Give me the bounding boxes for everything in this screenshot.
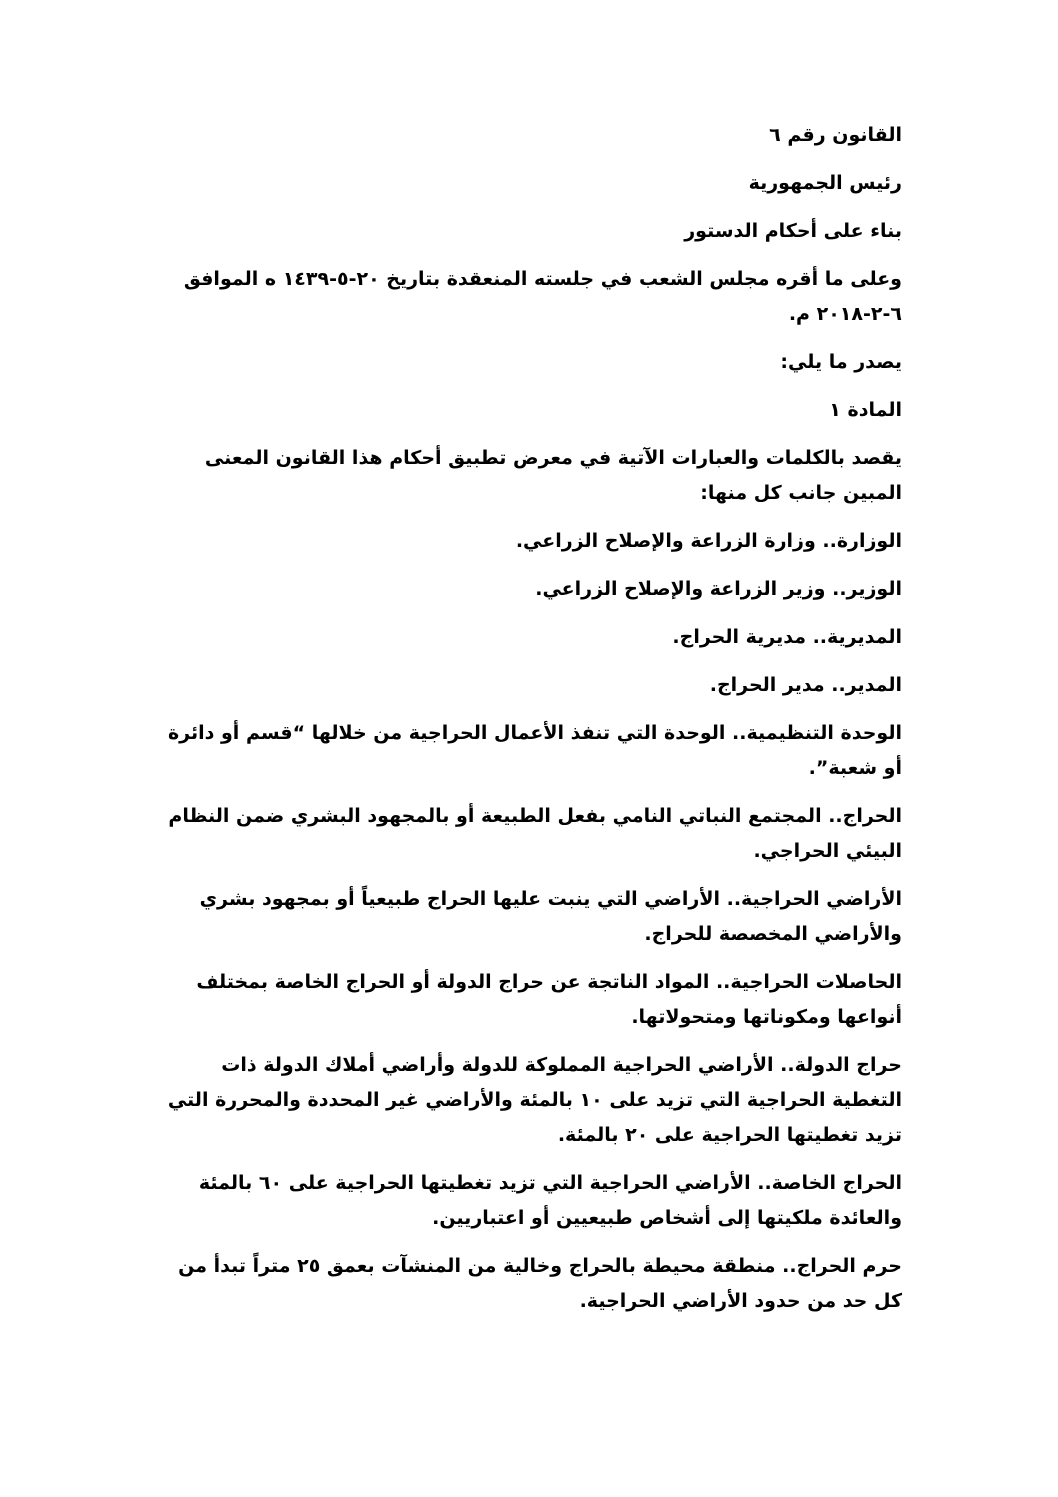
definition-directorate: المديرية.. مديرية الحراج. xyxy=(672,626,902,648)
definition-forest-products: الحاصلات الحراجية.. المواد الناتجة عن حراج الدولة أو الحراج الخاصة بمختلف أنواعها ومكوناتها ومتحولاتها. xyxy=(196,971,902,1028)
law-title: القانون رقم ٦ xyxy=(769,124,902,146)
definition-forest: الحراج.. المجتمع النباتي النامي بفعل الطبيعة أو بالمجهود البشري ضمن النظام البيئي الحراجي. xyxy=(168,805,902,862)
definition-ministry: الوزارة.. وزارة الزراعة والإصلاح الزراعي. xyxy=(515,530,902,552)
issues-line: يصدر ما يلي: xyxy=(780,351,902,373)
basis-line: بناء على أحكام الدستور xyxy=(684,220,902,242)
definitions-intro: يقصد بالكلمات والعبارات الآتية في معرض تطبيق أحكام هذا القانون المعنى المبين جانب كل منها: xyxy=(204,447,902,504)
definition-director: المدير.. مدير الحراج. xyxy=(709,674,902,696)
definition-organizational-unit: الوحدة التنظيمية.. الوحدة التي تنفذ الأعمال الحراجية من خلالها “قسم أو دائرة أو شعبة”. xyxy=(167,722,902,779)
definition-minister: الوزير.. وزير الزراعة والإصلاح الزراعي. xyxy=(535,578,902,600)
definition-forest-lands: الأراضي الحراجية.. الأراضي التي ينبت عليها الحراج طبيعياً أو بمجهود بشري والأراضي المخصصة للحراج. xyxy=(199,888,902,945)
article-title: المادة ١ xyxy=(829,399,902,421)
document-page xyxy=(150,118,902,1332)
definition-private-forests: الحراج الخاصة.. الأراضي الحراجية التي تزيد تغطيتها الحراجية على ٦٠ بالمئة والعائدة ملكيتها إلى أشخاص طبيعيين أو اعتباريين. xyxy=(198,1172,902,1229)
definition-forest-buffer: حرم الحراج.. منطقة محيطة بالحراج وخالية من المنشآت بعمق ٢٥ متراً تبدأ من كل حد من حدود الأراضي الحراجية. xyxy=(178,1255,902,1312)
president-line: رئيس الجمهورية xyxy=(748,172,902,194)
definition-state-forests: حراج الدولة.. الأراضي الحراجية المملوكة للدولة وأراضي أملاك الدولة ذات التغطية الحراجية التي تزيد على ١٠ بالمئة والأراضي غير المحددة والمحررة التي تزيد تغطيتها الحراجية على ٢٠ بالمئة. xyxy=(167,1054,902,1146)
approval-paragraph: وعلى ما أقره مجلس الشعب في جلسته المنعقدة بتاريخ ٢٠-٥-١٤٣٩ ه الموافق ٦-٢-٢٠١٨ م. xyxy=(183,268,902,325)
